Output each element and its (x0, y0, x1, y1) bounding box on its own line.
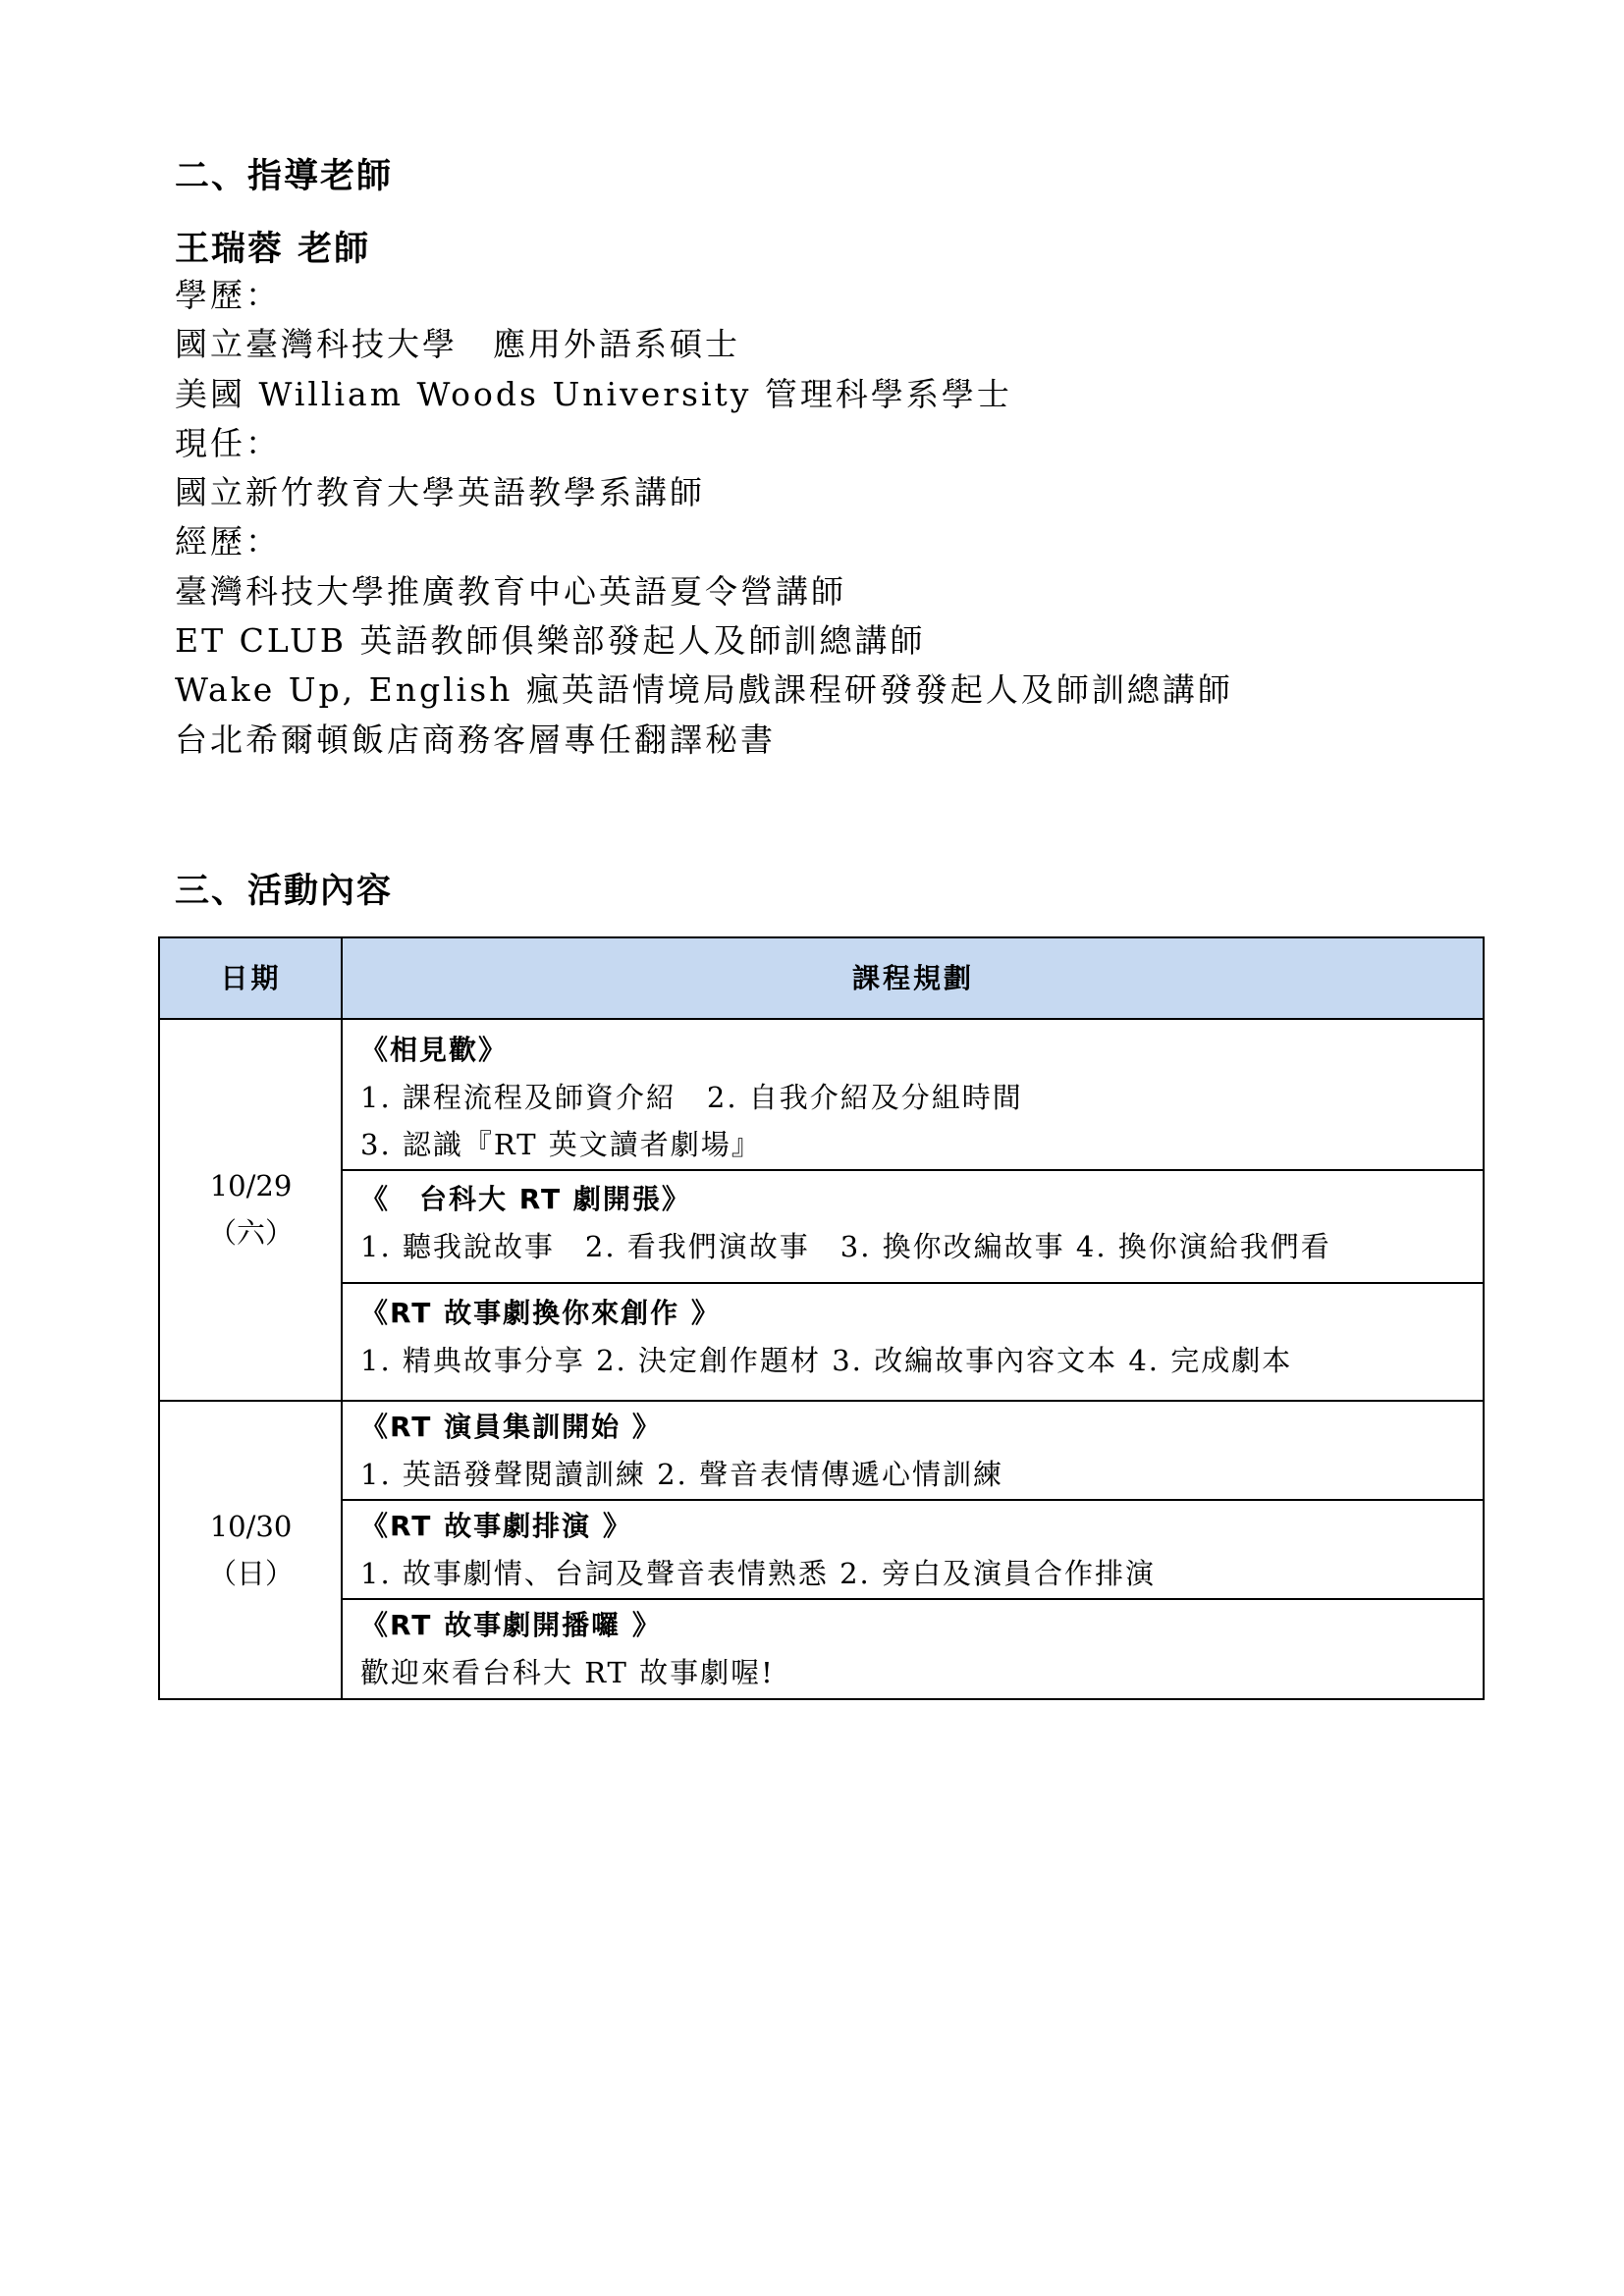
weekday: （日） (207, 1557, 294, 1590)
session-line: 1. 英語發聲閱讀訓練 2. 聲音表情傳遞心情訓練 (360, 1458, 1003, 1491)
bio-line: 美國 William Woods University 管理科學系學士 (175, 374, 1012, 413)
bio-line: 學歷： (175, 276, 281, 314)
session-title: 《RT 故事劇排演 》 (360, 1510, 632, 1542)
session-title: 《 台科大 RT 劇開張》 (360, 1183, 691, 1215)
session-cell (360, 1503, 1156, 1597)
session-line: 3. 認識『RT 英文讀者劇場』 (360, 1128, 762, 1161)
session-cell (360, 1602, 775, 1696)
table-divider (343, 1598, 1483, 1600)
bio-line: 國立臺灣科技大學 應用外語系碩士 (175, 325, 740, 364)
schedule-table (158, 936, 1485, 1700)
table-divider (160, 1400, 1483, 1402)
bio-line: ET CLUB 英語教師俱樂部發起人及師訓總講師 (175, 621, 926, 661)
session-title: 《相見歡》 (360, 1034, 509, 1066)
section-heading-teacher: 二、指導老師 (175, 157, 394, 196)
session-line: 1. 課程流程及師資介紹 2. 自我介紹及分組時間 (360, 1081, 1023, 1114)
bio-line: 臺灣科技大學推廣教育中心英語夏令營講師 (175, 571, 846, 611)
bio-line: 經歷： (175, 522, 281, 561)
session-cell (360, 1404, 1003, 1498)
table-divider (160, 1018, 1483, 1020)
session-line: 1. 聽我說故事 2. 看我們演故事 3. 換你改編故事 4. 換你演給我們看 (360, 1230, 1331, 1263)
session-line: 歡迎來看台科大 RT 故事劇喔! (360, 1656, 775, 1689)
session-line: 1. 故事劇情、台詞及聲音表情熟悉 2. 旁白及演員合作排演 (360, 1557, 1156, 1590)
teacher-bio (175, 271, 1233, 765)
date-cell (160, 1503, 342, 1597)
session-cell (360, 1027, 1023, 1168)
bio-line: 國立新竹教育大學英語教學系講師 (175, 473, 705, 512)
table-divider (343, 1169, 1483, 1171)
date: 10/29 (209, 1169, 293, 1202)
header-date: 日期 (220, 962, 282, 994)
section-heading-activity: 三、活動內容 (175, 872, 394, 911)
table-divider (343, 1282, 1483, 1284)
session-title: 《RT 故事劇開播囉 》 (360, 1609, 662, 1641)
header-plan: 課程規劃 (851, 962, 974, 994)
bio-line: 現任： (175, 423, 281, 462)
session-cell (360, 1290, 1292, 1384)
bio-line: 台北希爾頓飯店商務客層專任翻譯秘書 (175, 720, 776, 759)
session-title: 《RT 故事劇換你來創作 》 (360, 1297, 721, 1329)
session-line: 1. 精典故事分享 2. 決定創作題材 3. 改編故事內容文本 4. 完成劇本 (360, 1344, 1293, 1377)
weekday: （六） (207, 1216, 294, 1250)
session-cell (360, 1176, 1331, 1270)
date: 10/30 (209, 1510, 293, 1543)
teacher-name: 王瑞蓉 老師 (175, 230, 371, 269)
session-title: 《RT 演員集訓開始 》 (360, 1411, 662, 1443)
bio-line: Wake Up, English 瘋英語情境局戲課程研發發起人及師訓總講師 (175, 670, 1233, 710)
table-divider (343, 1499, 1483, 1501)
date-cell (160, 1162, 342, 1256)
